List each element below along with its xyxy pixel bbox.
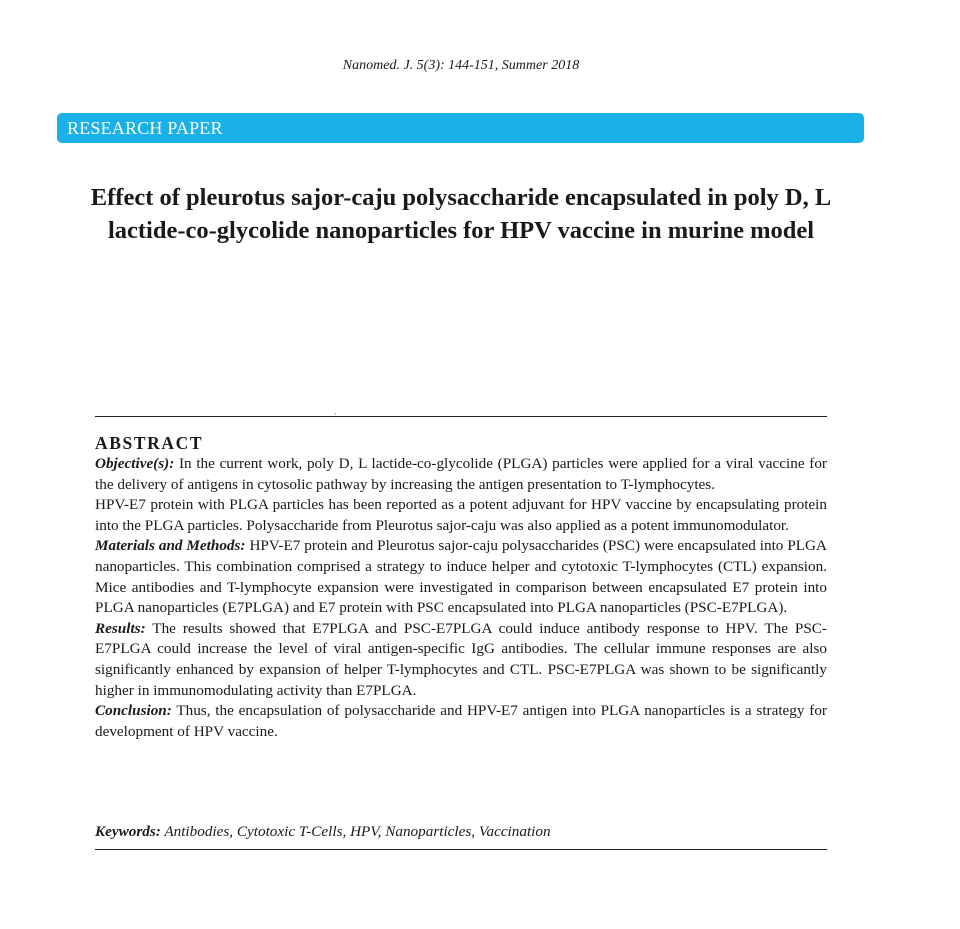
objective-label: Objective(s): bbox=[95, 455, 175, 472]
objective-paragraph-2 bbox=[95, 495, 827, 536]
methods-label: Materials and Methods: bbox=[95, 537, 246, 555]
objective-text: In the current work, poly D, L lactide-co-glycolide (PLGA) particles were applied for a viral vaccine for the delivery of antigens in cytosolic pathway by increasing the antigen presentation to T-lymphocytes. bbox=[95, 455, 827, 493]
conclusion-label: Conclusion: bbox=[95, 702, 172, 720]
keywords-line bbox=[95, 822, 827, 842]
abstract-section bbox=[95, 432, 827, 742]
conclusion-text: Thus, the encapsulation of polysaccharide and HPV-E7 antigen into PLGA nanoparticles is a strategy for development of HPV vaccine. bbox=[95, 702, 827, 740]
methods-paragraph bbox=[95, 536, 827, 618]
methods-text: HPV-E7 protein and Pleurotus sajor-caju polysaccharides (PSC) were encapsulated into PLGA nanoparticles. This combination comprised a strategy to induce helper and cytotoxic T-lymphocytes (CTL) expansion. Mice antibodies and T-lymphocyte expansion were investigated in comparison between encapsulated E7 protein into PLGA nanoparticles (E7PLGA) and E7 protein with PSC encapsulated into PLGA nanoparticles (PSC-E7PLGA). bbox=[95, 537, 827, 617]
keywords-value: Antibodies, Cytotoxic T-Cells, HPV, Nanoparticles, Vaccination bbox=[160, 823, 551, 840]
results-label: Results: bbox=[95, 619, 146, 637]
keywords-label: Keywords: bbox=[95, 823, 161, 840]
stray-mark: ˏ bbox=[334, 405, 337, 415]
article-type-banner bbox=[57, 113, 864, 143]
abstract-heading: ABSTRACT bbox=[95, 433, 204, 453]
article-type-label: RESEARCH PAPER bbox=[67, 118, 223, 138]
results-text: The results showed that E7PLGA and PSC-E7PLGA could induce antibody response to HPV. The PSC-E7PLGA could increase the level of viral antigen-specific IgG antibodies. The cellular immune responses are also significantly enhanced by expansion of helper T-lymphocytes and CTL. PSC-E7PLGA was shown to be significantly higher in immunomodulating activity than E7PLGA. bbox=[95, 619, 827, 699]
conclusion-paragraph bbox=[95, 701, 827, 742]
objective-text-2: HPV-E7 protein with PLGA particles has been reported as a potent adjuvant for HPV vaccine by encapsulating protein into the PLGA particles. Polysaccharide from Pleurotus sajor-caju was also applied as a potent immunomodulator. bbox=[95, 496, 827, 534]
abstract-top-rule bbox=[95, 416, 827, 417]
paper-title: Effect of pleurotus sajor-caju polysaccharide encapsulated in poly D, L lactide-co-glycolide nanoparticles for HPV vaccine in murine model bbox=[90, 184, 832, 244]
results-paragraph bbox=[95, 619, 827, 701]
journal-reference: Nanomed. J. 5(3): 144-151, Summer 2018 bbox=[342, 58, 580, 73]
abstract-bottom-rule bbox=[95, 849, 827, 850]
objective-paragraph bbox=[95, 454, 827, 495]
